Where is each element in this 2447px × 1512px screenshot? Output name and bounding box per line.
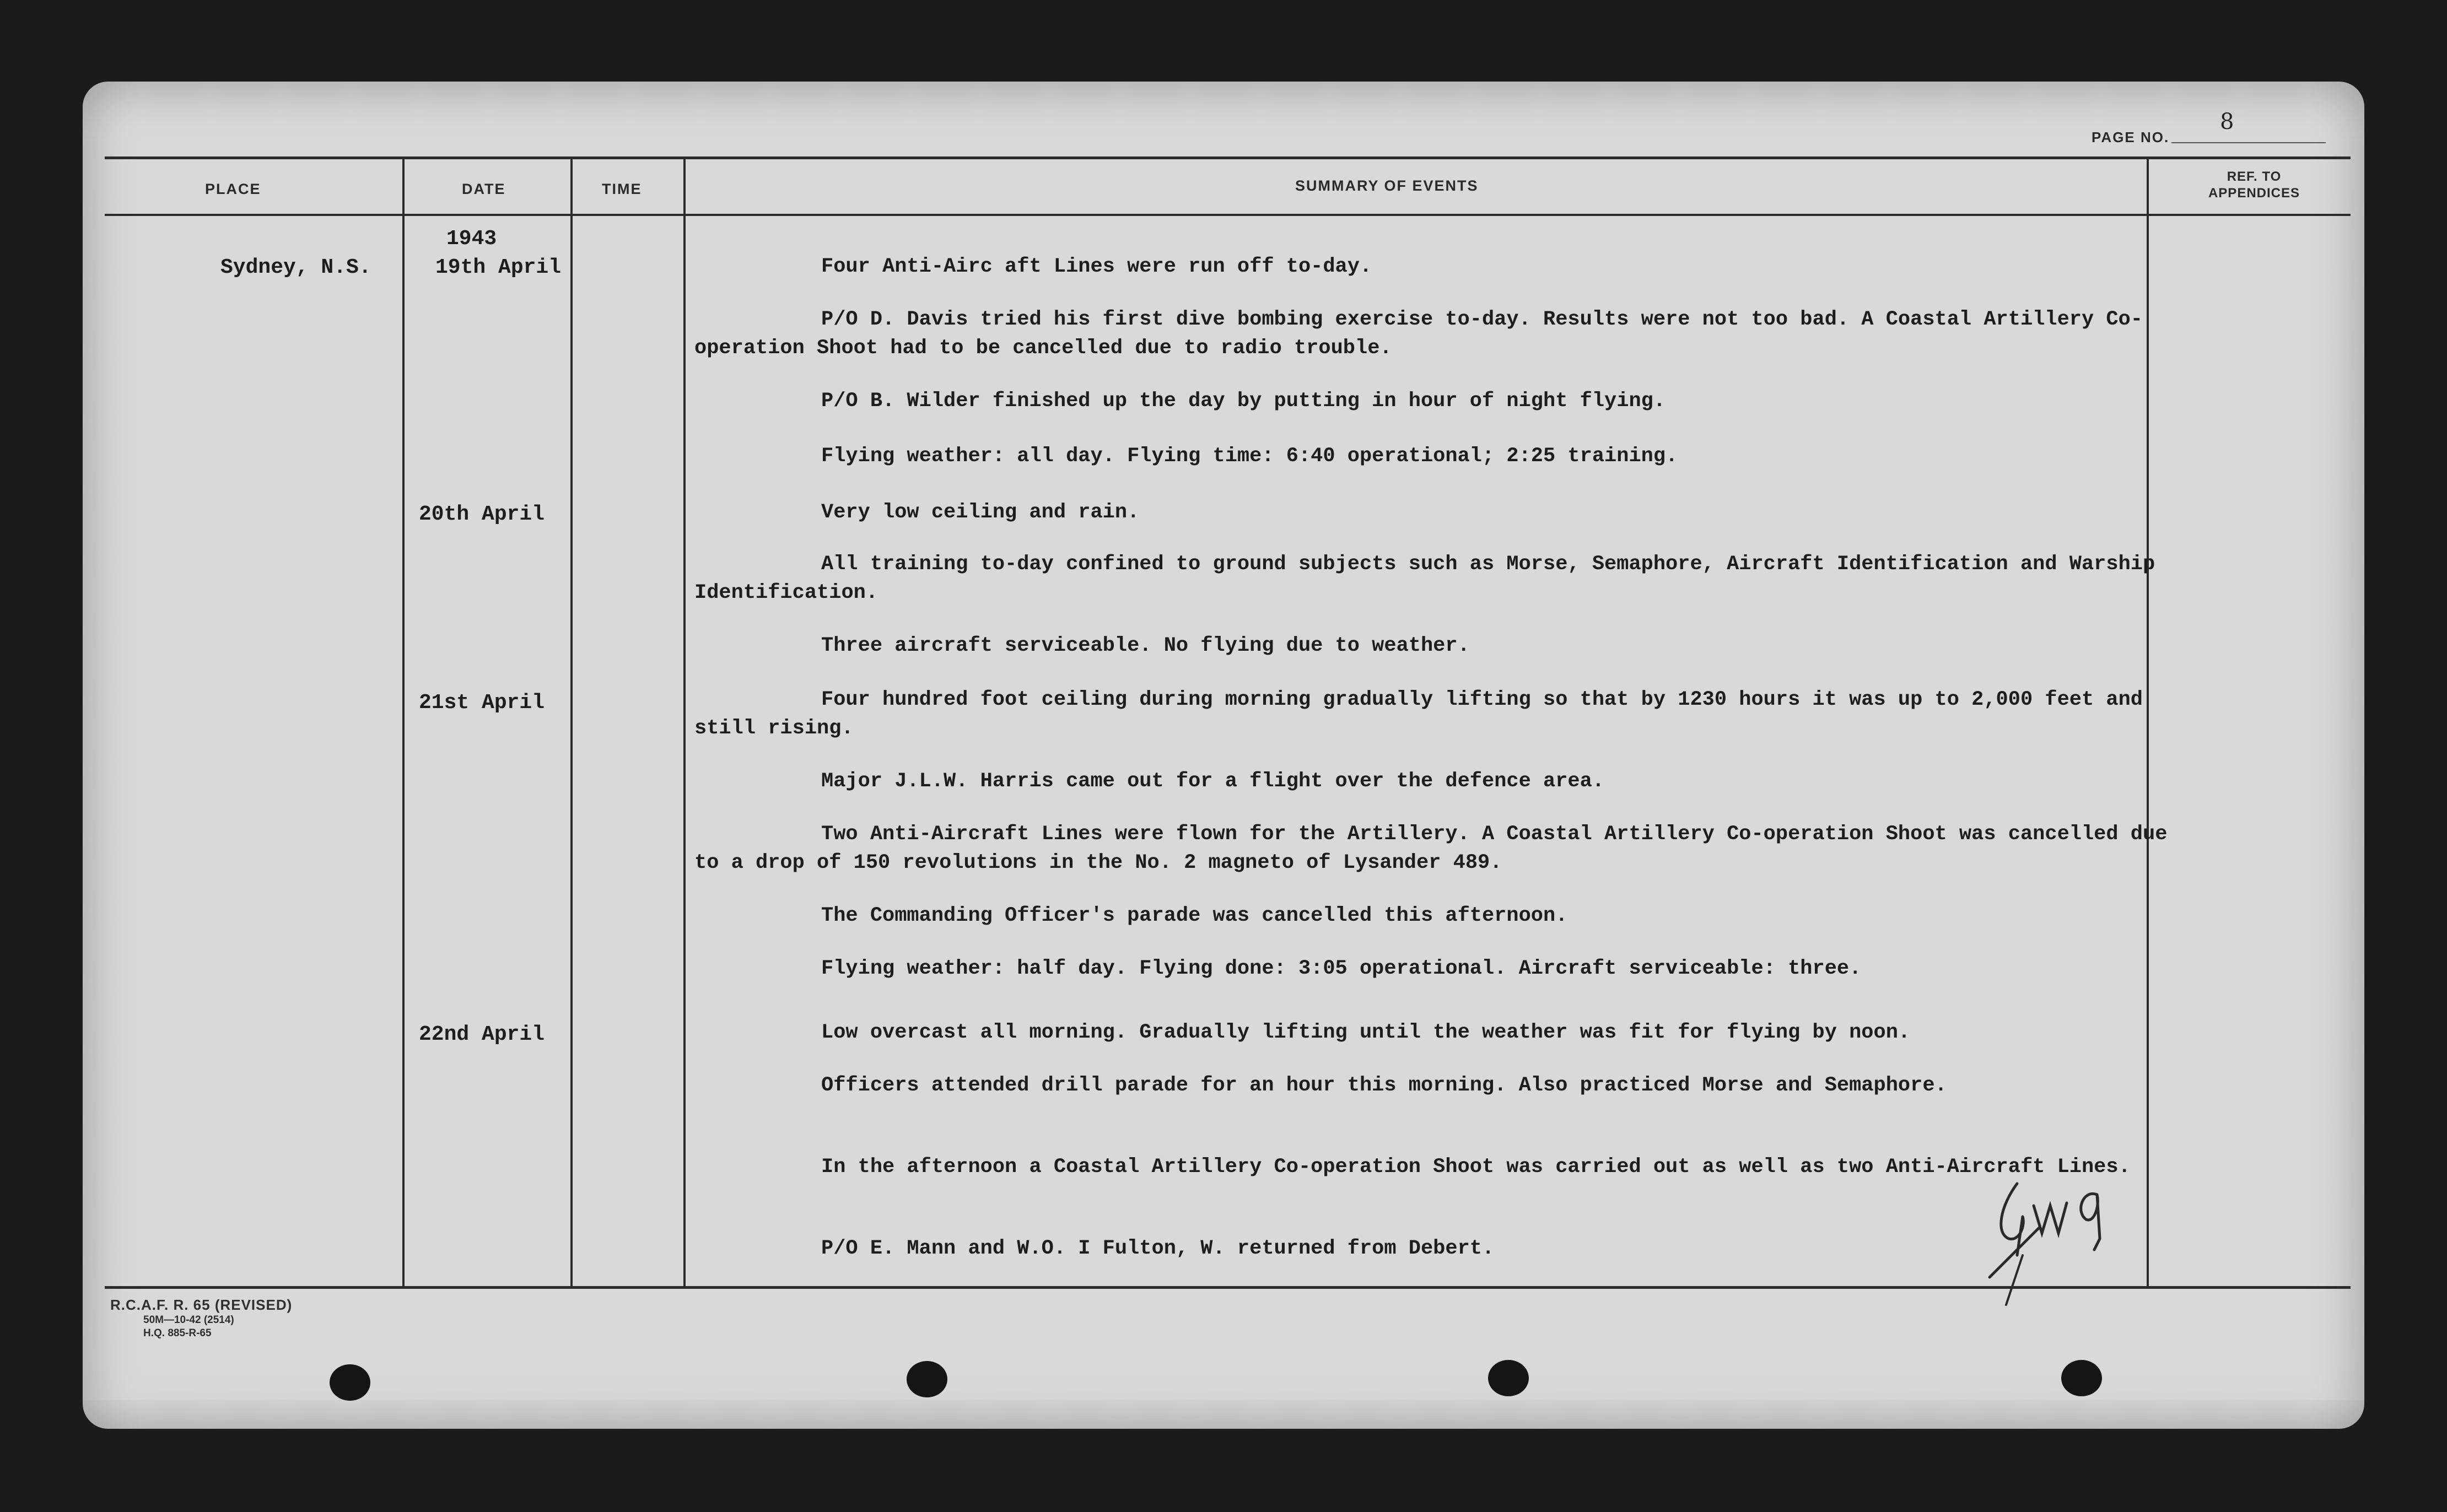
year-label: 1943 [446, 227, 497, 251]
column-header-ref-line2: APPENDICES [2208, 186, 2300, 201]
column-header-ref-line1: REF. TO [2227, 169, 2282, 184]
entry-21-major-harris: Major J.L.W. Harris came out for a flight over the defence area. [821, 770, 1605, 793]
entry-21-parade-cancelled: The Commanding Officer's parade was cancelled this afternoon. [821, 904, 1568, 927]
handwritten-initials-signature [1979, 1173, 2111, 1316]
date-20th-april: 20th April [419, 503, 545, 526]
form-code-block [110, 1297, 292, 1340]
divider-date-time [570, 156, 573, 1287]
column-header-date: DATE [462, 181, 506, 197]
header-bottom-rule [105, 214, 2351, 216]
date-19th-april: 19th April [435, 256, 562, 279]
date-21st-april: 21st April [419, 691, 545, 715]
form-hq-code: H.Q. 885-R-65 [143, 1327, 212, 1339]
column-header-time: TIME [602, 181, 642, 197]
punch-hole-4 [2061, 1360, 2102, 1396]
column-header-summary: SUMMARY OF EVENTS [1295, 177, 1479, 194]
entry-20-aircraft-serviceable: Three aircraft serviceable. No flying due to weather. [821, 634, 1470, 657]
entry-22-low-overcast: Low overcast all morning. Gradually lifting until the weather was fit for flying by noon. [821, 1021, 1911, 1044]
entry-20-ground-training: All training to-day confined to ground subjects such as Morse, Semaphore, Aircraft Identification and Warship Identification. [694, 553, 2155, 604]
header-top-rule [105, 156, 2351, 159]
punch-hole-3 [1488, 1360, 1529, 1396]
punch-hole-1 [330, 1364, 370, 1401]
page-no-label: PAGE NO. [2092, 129, 2170, 145]
entry-19-dive-bombing: P/O D. Davis tried his first dive bombing exercise to-day. Results were not too bad. A Coastal Artillery Co-operation Shoot had to be cancelled due to radio trouble. [694, 308, 2143, 360]
entry-21-ceiling: Four hundred foot ceiling during morning gradually lifting so that by 1230 hours it was up to 2,000 feet and still rising. [694, 688, 2143, 740]
entry-22-returned-debert: P/O E. Mann and W.O. I Fulton, W. returned from Debert. [821, 1237, 1495, 1260]
entry-22-drill-parade: Officers attended drill parade for an hour this morning. Also practiced Morse and Semaphore. [821, 1074, 1947, 1097]
page-no-underline [2171, 142, 2326, 143]
entry-22-coastal-shoot: In the afternoon a Coastal Artillery Co-operation Shoot was carried out as well as two Anti-Aircraft Lines. [821, 1155, 2131, 1179]
form-code: R.C.A.F. R. 65 (REVISED) [110, 1297, 293, 1313]
entry-19-lines-run: Four Anti-Airc aft Lines were run off to-day. [821, 255, 1372, 278]
divider-time-summary [683, 156, 686, 1287]
punch-hole-2 [907, 1361, 947, 1397]
divider-place-date [402, 156, 405, 1287]
entry-19-night-flying: P/O B. Wilder finished up the day by putting in hour of night flying. [821, 390, 1666, 413]
column-header-place: PLACE [205, 181, 261, 197]
entry-21-anti-aircraft-lines: Two Anti-Aircraft Lines were flown for the Artillery. A Coastal Artillery Co-operation Shoot was cancelled due to a drop of 150 revolutions in the No. 2 magneto of Lysander 489. [694, 823, 2168, 874]
page-no-value: 8 [2220, 109, 2234, 134]
entry-20-low-ceiling: Very low ceiling and rain. [821, 501, 1140, 524]
entry-19-flying-weather: Flying weather: all day. Flying time: 6:40 operational; 2:25 training. [821, 445, 1678, 468]
diary-form-card [83, 82, 2364, 1429]
form-print-code: 50M—10-42 (2514) [143, 1314, 234, 1326]
place-cell: Sydney, N.S. [220, 256, 371, 279]
date-22nd-april: 22nd April [419, 1023, 545, 1046]
entry-21-flying-weather: Flying weather: half day. Flying done: 3:05 operational. Aircraft serviceable: three. [821, 957, 1862, 980]
column-header-ref [2166, 169, 2342, 202]
